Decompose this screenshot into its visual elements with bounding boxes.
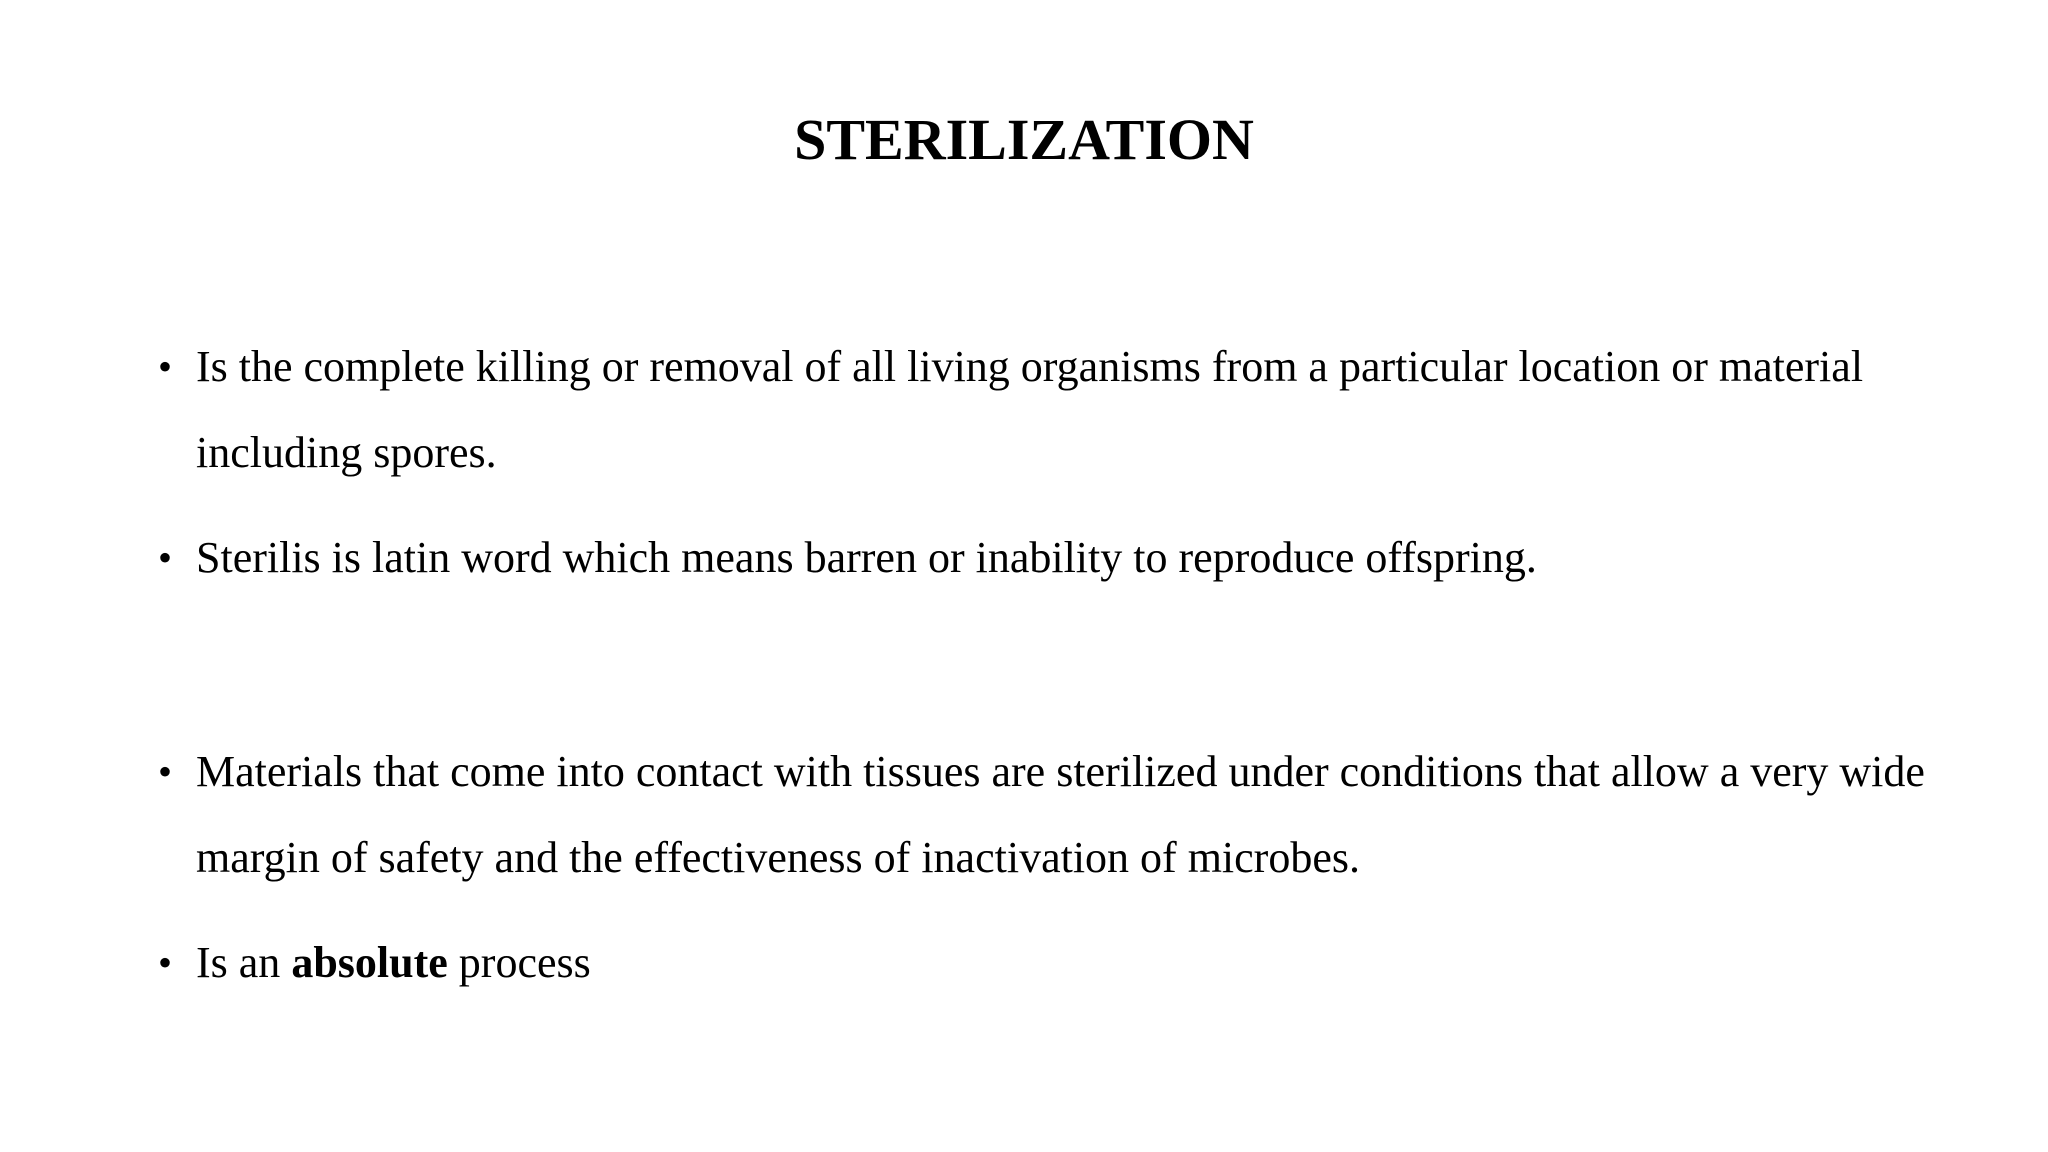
bullet-dot: • <box>158 940 173 985</box>
slide-title: STERILIZATION <box>794 107 1254 172</box>
bullet-text <box>196 920 1978 1006</box>
bullet-dot: • <box>158 535 173 580</box>
bullet-dot: • <box>158 749 173 794</box>
bullet-text-suffix: process <box>447 938 591 987</box>
bullet-item <box>158 515 1978 601</box>
bullet-dot: • <box>158 344 173 389</box>
bullet-item <box>158 920 1978 1006</box>
bullet-text-prefix: Is an <box>196 938 292 987</box>
bullet-item <box>158 729 1978 901</box>
bullet-text: Is the complete killing or removal of all living organisms from a particular location or material including spores. <box>196 342 1864 477</box>
bullet-text: Materials that come into contact with tissues are sterilized under conditions that allow a very wide margin of safety and the effectiveness of inactivation of microbes. <box>196 747 1925 882</box>
bullet-text: Sterilis is latin word which means barren or inability to reproduce offspring. <box>196 533 1537 582</box>
bullet-text-bold: absolute <box>291 938 448 987</box>
bullet-item <box>158 324 1978 496</box>
